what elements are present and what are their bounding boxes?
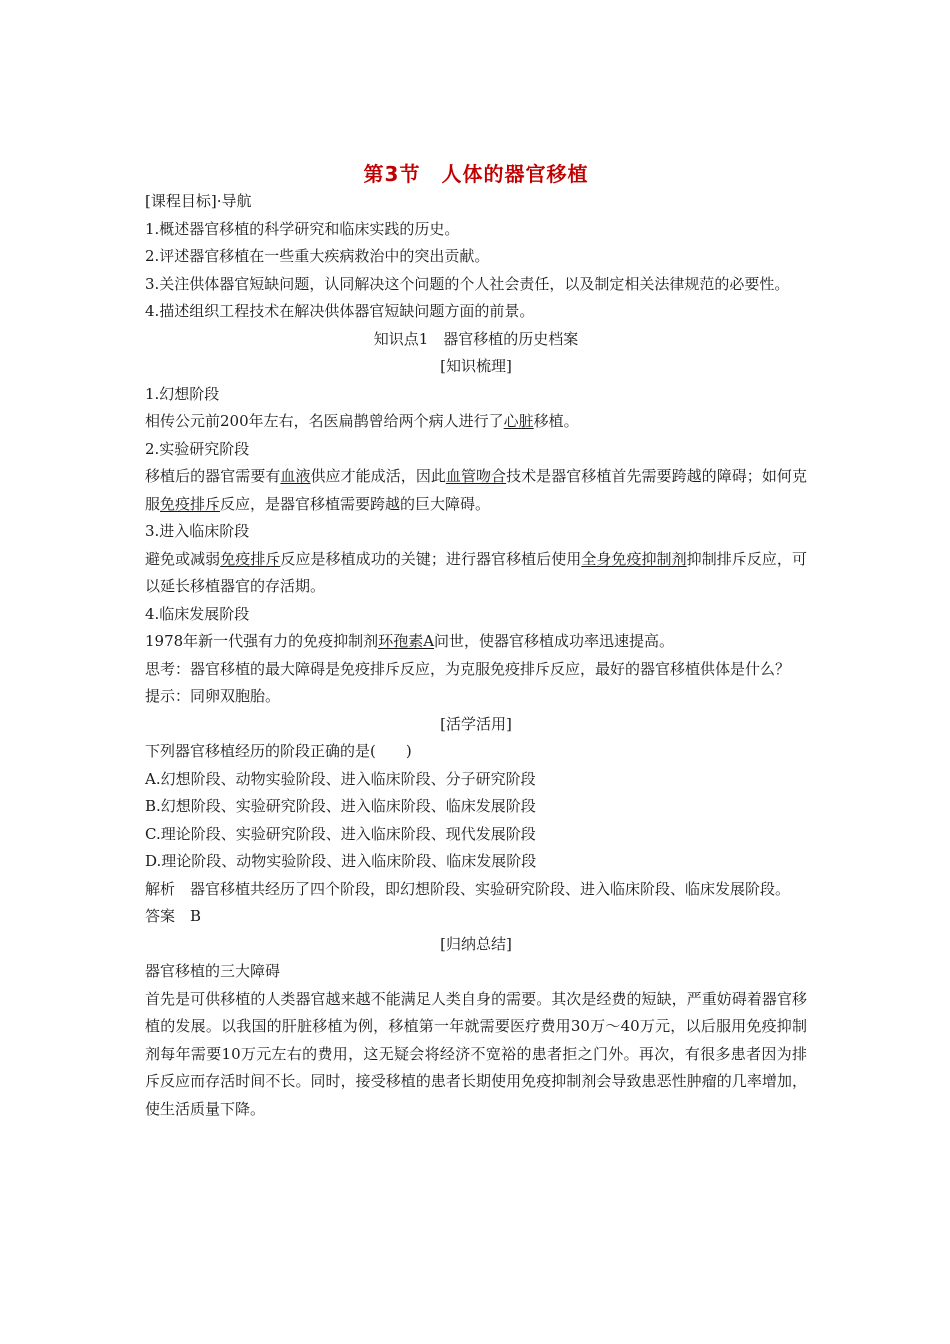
analysis: 解析 器官移植共经历了四个阶段，即幻想阶段、实验研究阶段、进入临床阶段、临床发展阶段。 [145,879,791,898]
document-page [145,160,807,1123]
text-span: 问世，使器官移植成功率迅速提高。 [434,632,675,650]
stage2-heading: 2.实验研究阶段 [145,439,250,458]
stage1-text [145,408,807,436]
option-c: C.理论阶段、实验研究阶段、进入临床阶段、现代发展阶段 [145,824,536,843]
underlined-term: 全身免疫抑制剂 [581,549,687,568]
underlined-term: 环孢素A [378,632,435,650]
text-span: 避免或减弱 [145,549,221,568]
page-title: 第3节 人体的器官移植 [363,162,589,186]
stage3-heading: 3.进入临床阶段 [145,522,250,540]
stage3-text [145,546,807,601]
goal-4: 4.描述组织工程技术在解决供体器官短缺问题方面的前景。 [145,302,535,320]
goal-2: 2.评述器官移植在一些重大疾病救治中的突出贡献。 [145,247,490,265]
stage4-heading: 4.临床发展阶段 [145,604,250,623]
text-span: 相传公元前200年左右，名医扁鹊曾给两个病人进行了 [145,412,504,430]
option-a: A.幻想阶段、动物实验阶段、进入临床阶段、分子研究阶段 [145,769,536,788]
goal-3: 3.关注供体器官短缺问题，认同解决这个问题的个人社会责任，以及制定相关法律规范的必要性。 [145,274,790,293]
option-b: B.幻想阶段、实验研究阶段、进入临床阶段、临床发展阶段 [145,797,536,815]
summary-text: 首先是可供移植的人类器官越来越不能满足人类自身的需要。其次是经费的短缺，严重妨碍着器官移植的发展。以我国的肝脏移植为例，移植第一年就需要医疗费用30万～40万元，以后服用免疫抑制剂每年需要10万元左右的费用，这无疑会将经济不宽裕的患者拒之门外。再次，有很多患者因为排斥反应而存活时间不长。同时，接受移植的患者长期使用免疫抑制剂会导致患恶性肿瘤的几率增加，使生活质量下降。 [145,989,807,1118]
section-summary-label: [归纳总结] [440,934,512,953]
answer: 答案 B [145,907,202,925]
underlined-term: 血液 [280,467,311,485]
summary-heading: 器官移植的三大障碍 [145,962,281,980]
think-question: 思考：器官移植的最大障碍是免疫排斥反应，为克服免疫排斥反应，最好的器官移植供体是什么？ [145,659,791,678]
question-stem: 下列器官移植经历的阶段正确的是( ) [145,742,412,760]
stage1-heading: 1.幻想阶段 [145,384,220,403]
underlined-term: 心脏 [503,412,534,430]
text-span: 技术是器官移植首先需要跨越的障碍；如何克服 [145,467,807,513]
text-span: 1978年新一代强有力的免疫抑制剂 [145,632,379,650]
text-span: 反应，是器官移植需要跨越的巨大障碍。 [220,494,491,513]
knowledge-point-title: 知识点1 器官移植的历史档案 [373,329,579,348]
section-practice-label: [活学活用] [440,714,512,733]
stage4-text [145,628,807,656]
text-span: 抑制排斥反应，可以延长移植器官的存活期。 [145,549,807,595]
underlined-term: 血管吻合 [445,467,507,485]
stage2-text [145,463,807,518]
underlined-term: 免疫排斥 [160,494,221,513]
text-span: 移植后的器官需要有 [145,467,281,485]
option-d: D.理论阶段、动物实验阶段、进入临床阶段、临床发展阶段 [145,852,537,870]
underlined-term: 免疫排斥 [220,549,281,568]
nav-label: [课程目标]·导航 [145,192,252,210]
text-span: 供应才能成活，因此 [310,467,446,485]
text-span: 反应是移植成功的关键；进行器官移植后使用 [280,549,582,568]
section-review-label: [知识梳理] [440,357,512,375]
text-span: 移植。 [533,412,579,430]
hint: 提示：同卵双胞胎。 [145,687,281,705]
goal-1: 1.概述器官移植的科学研究和临床实践的历史。 [145,219,460,238]
